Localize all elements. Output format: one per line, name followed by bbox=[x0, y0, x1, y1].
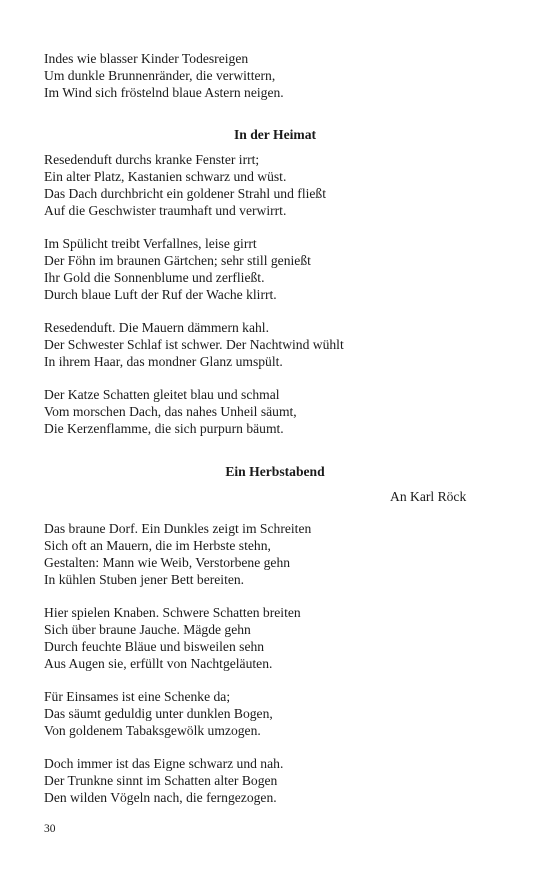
stanza bbox=[44, 604, 514, 672]
verse-line: Um dunkle Brunnenränder, die verwittern, bbox=[44, 68, 276, 83]
verse-line: Für Einsames ist eine Schenke da; bbox=[44, 689, 231, 704]
verse-line: Auf die Geschwister traumhaft und verwirrt. bbox=[44, 203, 287, 218]
stanza bbox=[44, 688, 514, 739]
verse-line: Hier spielen Knaben. Schwere Schatten breiten bbox=[44, 605, 301, 620]
verse-line: Den wilden Vögeln nach, die ferngezogen. bbox=[44, 790, 277, 805]
verse-line: Der Föhn im braunen Gärtchen; sehr still genießt bbox=[44, 253, 311, 268]
poem-title: In der Heimat bbox=[233, 127, 317, 142]
opening-stanza bbox=[44, 50, 514, 101]
verse-line: Der Schwester Schlaf ist schwer. Der Nachtwind wühlt bbox=[44, 337, 344, 352]
stanza bbox=[44, 151, 514, 219]
verse-line: Resedenduft. Die Mauern dämmern kahl. bbox=[44, 320, 269, 335]
verse-line: Aus Augen sie, erfüllt von Nachtgeläuten. bbox=[44, 656, 273, 671]
verse-line: Indes wie blasser Kinder Todesreigen bbox=[44, 51, 249, 66]
verse-line: Resedenduft durchs kranke Fenster irrt; bbox=[44, 152, 260, 167]
dedication: An Karl Röck bbox=[390, 489, 467, 504]
verse-line: Vom morschen Dach, das nahes Unheil säumt, bbox=[44, 404, 297, 419]
verse-line: Im Wind sich fröstelnd blaue Astern neigen. bbox=[44, 85, 284, 100]
verse-line: Durch blaue Luft der Ruf der Wache klirrt. bbox=[44, 287, 277, 302]
stanza bbox=[44, 755, 514, 806]
verse-line: Das braune Dorf. Ein Dunkles zeigt im Schreiten bbox=[44, 521, 312, 536]
verse-line: Der Katze Schatten gleitet blau und schmal bbox=[44, 387, 280, 402]
verse-line: Sich über braune Jauche. Mägde gehn bbox=[44, 622, 251, 637]
verse-line: Von goldenem Tabaksgewölk umzogen. bbox=[44, 723, 261, 738]
verse-line: In ihrem Haar, das mondner Glanz umspült. bbox=[44, 354, 283, 369]
verse-line: Ihr Gold die Sonnenblume und zerfließt. bbox=[44, 270, 265, 285]
verse-line: Das säumt geduldig unter dunklen Bogen, bbox=[44, 706, 273, 721]
verse-line: Doch immer ist das Eigne schwarz und nah. bbox=[44, 756, 284, 771]
verse-line: Sich oft an Mauern, die im Herbste stehn, bbox=[44, 538, 271, 553]
verse-line: Gestalten: Mann wie Weib, Verstorbene gehn bbox=[44, 555, 291, 570]
verse-line: Im Spülicht treibt Verfallnes, leise girrt bbox=[44, 236, 257, 251]
stanza bbox=[44, 319, 514, 370]
poem-title: Ein Herbstabend bbox=[225, 464, 325, 479]
page-number: 30 bbox=[44, 823, 56, 835]
verse-line: Ein alter Platz, Kastanien schwarz und wüst. bbox=[44, 169, 287, 184]
stanza bbox=[44, 386, 514, 437]
verse-line: Der Trunkne sinnt im Schatten alter Bogen bbox=[44, 773, 278, 788]
stanza bbox=[44, 235, 514, 303]
verse-line: Die Kerzenflamme, die sich purpurn bäumt. bbox=[44, 421, 284, 436]
stanza bbox=[44, 520, 514, 588]
verse-line: Durch feuchte Bläue und bisweilen sehn bbox=[44, 639, 265, 654]
verse-line: Das Dach durchbricht ein goldener Strahl und fließt bbox=[44, 186, 326, 201]
verse-line: In kühlen Stuben jener Bett bereiten. bbox=[44, 572, 245, 587]
